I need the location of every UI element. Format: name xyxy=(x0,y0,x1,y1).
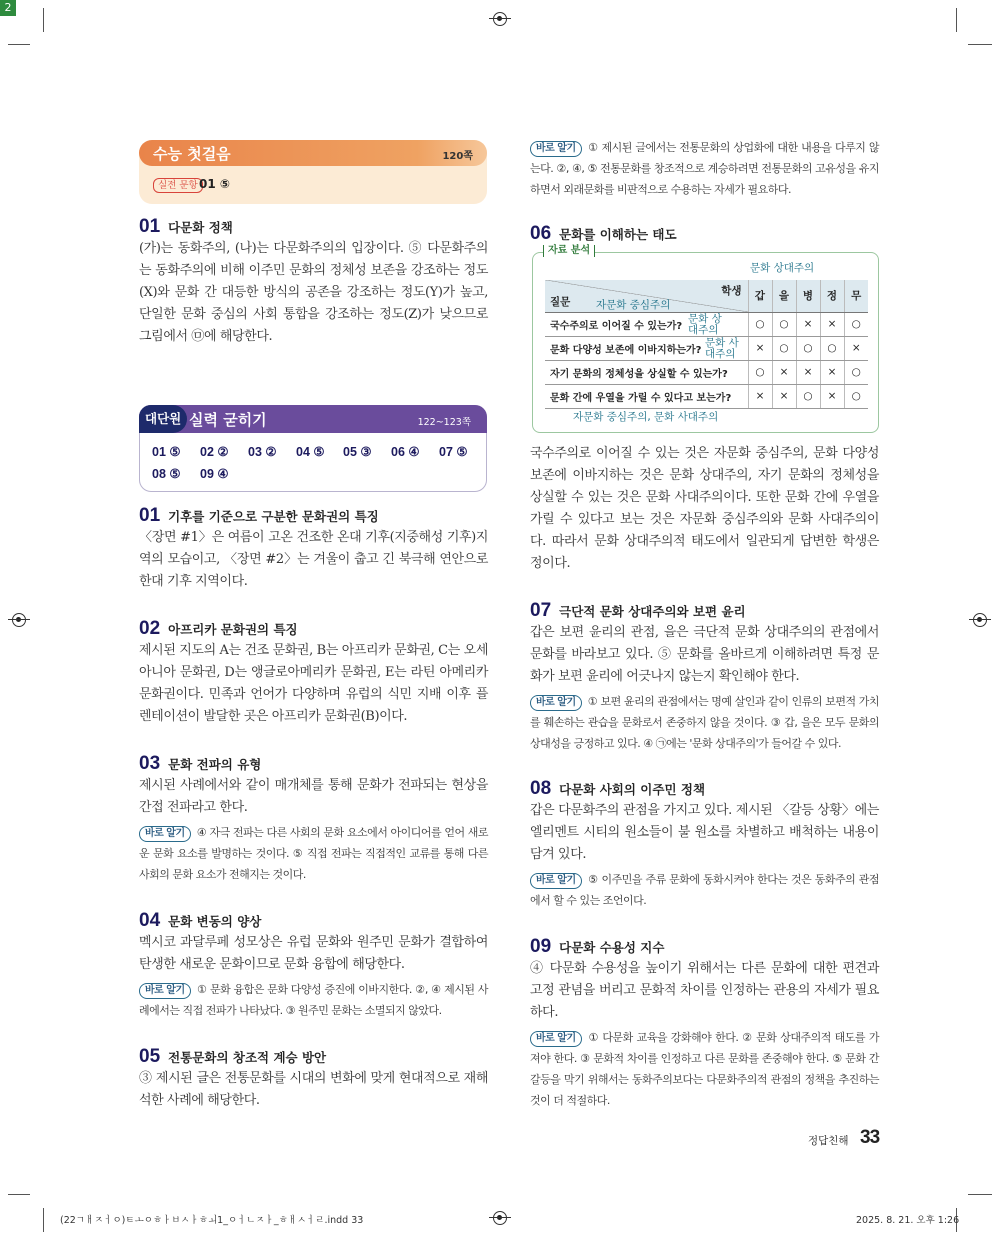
question-06-explanation xyxy=(530,443,879,575)
quick-check-note: ① 다문화 교육을 강화해야 한다. ② 문화 상대주의적 태도를 가져야 한다. ③ 문화적 차이를 인정하고 다른 문화를 존중해야 한다. ⑤ 문화 간 갈등을 막기 위해서는 동화주의보다는 다문화주의적 관점의 정책을 추진하는 것이 더 적절하다. xyxy=(530,1031,879,1107)
crop-mark xyxy=(43,1208,44,1232)
answer-item: 06 ④ xyxy=(391,445,420,459)
question-explanation: 갑은 보편 윤리의 관점, 을은 극단적 문화 상대주의의 관점에서 문화를 바라보고 있다. ⑤ 문화를 올바르게 이해하려면 특정 문화가 보편 윤리에 어긋나지 않는지 확인해야 한다. xyxy=(530,625,879,684)
question-number: 09 xyxy=(530,936,552,957)
data-analysis-label: 자료 분석 xyxy=(543,245,595,257)
crop-mark xyxy=(956,8,957,32)
unit-pages: 122~123쪽 xyxy=(417,417,471,428)
registration-mark-icon xyxy=(493,1211,507,1225)
registration-mark-icon xyxy=(12,613,26,627)
answer-item: 03 ② xyxy=(248,445,277,459)
quick-check-badge: 바로 알기 xyxy=(530,873,582,889)
student-column-header: 을 xyxy=(772,280,796,312)
table-row xyxy=(545,384,868,408)
answer-cell: × xyxy=(844,336,868,360)
crop-mark xyxy=(968,44,992,45)
page-number: 33 xyxy=(860,1127,880,1148)
question-08 xyxy=(530,778,879,911)
unit-title: 실력 굳히기 xyxy=(189,411,267,429)
question-04 xyxy=(139,910,488,1021)
quick-check-badge: 바로 알기 xyxy=(530,141,582,157)
corner-top-label: 학생 xyxy=(721,285,742,297)
answer-cell: ○ xyxy=(796,336,820,360)
answer-item: 07 ⑤ xyxy=(439,445,468,459)
quick-check-note: ⑤ 이주민을 주류 문화에 동화시켜야 한다는 것은 동화주의 관점에서 할 수 있는 조언이다. xyxy=(530,873,879,907)
question-06-header xyxy=(530,223,879,245)
answer-cell: × xyxy=(772,360,796,384)
crop-mark xyxy=(968,1194,992,1195)
print-datetime: 2025. 8. 21. 오후 1:26 xyxy=(856,1215,960,1226)
question-01 xyxy=(139,505,488,593)
footer-section-label: 정답친해 xyxy=(808,1135,849,1147)
answer-item: 09 ④ xyxy=(200,467,229,481)
question-number: 03 xyxy=(139,753,161,774)
crop-mark xyxy=(8,1194,30,1195)
question-cell: 문화 다양성 보존에 이바지하는가? xyxy=(545,336,748,360)
student-column-header: 정 xyxy=(820,280,844,312)
answer-cell: ○ xyxy=(772,312,796,336)
question-title: 다문화 사회의 이주민 정책 xyxy=(559,782,706,797)
answer-cell: ○ xyxy=(844,384,868,408)
question-explanation: 제시된 지도의 A는 건조 문화권, B는 아프리카 문화권, C는 오세아니아 문화권, D는 앵글로아메리카 문화권, E는 라틴 아메리카 문화권이다. 민족과 언어가 다양하며 유럽의 식민 지배 이후 플렌테이션이 발달한 곳은 아프리카 문화권(B)이다. xyxy=(139,643,488,724)
question-number: 06 xyxy=(530,223,552,244)
answer-cell: ○ xyxy=(820,336,844,360)
practice-tag: 실전 문항 xyxy=(153,178,203,193)
question-05 xyxy=(139,1046,488,1112)
answer-cell: ○ xyxy=(796,384,820,408)
question-05-note xyxy=(530,134,879,200)
answer-cell: ○ xyxy=(748,312,772,336)
answer-cell: × xyxy=(748,384,772,408)
answer-cell: × xyxy=(796,360,820,384)
question-03 xyxy=(139,753,488,885)
question-number: 07 xyxy=(530,600,552,621)
answer-cell: × xyxy=(796,312,820,336)
question-explanation: 멕시코 과달루페 성모상은 유럽 문화와 원주민 문화가 결합하여 탄생한 새로운 문화이므로 문화 융합에 해당한다. xyxy=(139,935,488,972)
question-number: 04 xyxy=(139,910,161,931)
answer-cell: × xyxy=(820,312,844,336)
question-01-first xyxy=(139,216,488,348)
quick-check-note: ④ 자극 전파는 다른 사회의 문화 요소에서 아이디어를 얻어 새로운 문화 요소를 발명하는 것이다. ⑤ 직접 전파는 직접적인 교류를 통해 다른 사회의 문화 요소가 전해지는 것이다. xyxy=(139,826,488,881)
answer-item: 01 ⑤ xyxy=(152,445,181,459)
annotation-label: 문화 사대주의 xyxy=(705,337,739,360)
question-explanation: 제시된 사례에서와 같이 매개체를 통해 문화가 전파되는 현상을 간접 전파라고 한다. xyxy=(139,778,488,815)
question-title: 다문화 정책 xyxy=(168,220,233,235)
first-step-answer: 01 ⑤ xyxy=(199,177,231,191)
quick-check-badge: 바로 알기 xyxy=(139,983,191,999)
quick-check-badge: 바로 알기 xyxy=(139,826,191,842)
annotation-label: 문화 상대주의 xyxy=(750,262,815,274)
print-file-name: (22ㄱㅐㅈㅓㅇ)ㅌㅗㅇㅎㅏㅂㅅㅏㅎㅚ1_ㅇㅓㄴㅈㅏ_ㅎㅐㅅㅓㄹ.indd 33 xyxy=(60,1215,364,1226)
question-number: 01 xyxy=(139,216,161,237)
question-title: 기후를 기준으로 구분한 문화권의 특징 xyxy=(168,509,379,524)
answer-cell: × xyxy=(772,384,796,408)
question-cell: 국수주의로 이어질 수 있는가? xyxy=(545,312,748,336)
registration-mark-icon xyxy=(493,12,507,26)
table-row xyxy=(545,360,868,384)
answer-cell: ○ xyxy=(748,360,772,384)
question-title: 극단적 문화 상대주의와 보편 윤리 xyxy=(559,604,746,619)
first-step-title: 수능 첫걸음 xyxy=(153,145,231,163)
question-title: 아프리카 문화권의 특징 xyxy=(168,622,298,637)
question-02 xyxy=(139,618,488,728)
quick-check-note: ① 제시된 글에서는 전통문화의 상업화에 대한 내용을 다루지 않는다. ②, ④, ⑤ 전통문화를 창조적으로 계승하려면 전통문화의 고유성을 유지하면서 외래문화를 비판적으로 수용하는 자세가 필요하다. xyxy=(530,141,879,196)
answer-cell: × xyxy=(748,336,772,360)
question-title: 다문화 수용성 지수 xyxy=(559,940,665,955)
question-explanation: 국수주의로 이어질 수 있는 것은 자문화 중심주의, 문화 다양성 보존에 이바지하는 것은 문화 상대주의, 자기 문화의 정체성을 상실할 수 있는 것은 문화 사대주의이다. 또한 문화 간에 우열을 가릴 수 있다고 보는 것은 자문화 중심주의와 문화 사대주의이다. 따라서 문화 상대주의적 태도에서 일관되게 답변한 학생은 정이다. xyxy=(530,446,879,571)
answer-item: 04 ⑤ xyxy=(296,445,325,459)
question-number: 02 xyxy=(139,618,161,639)
question-title: 문화 변동의 양상 xyxy=(168,914,262,929)
answer-cell: ○ xyxy=(844,360,868,384)
question-explanation: 갑은 다문화주의 관점을 가지고 있다. 제시된 〈갈등 상황〉에는 엘리멘트 시티의 원소들이 불 원소를 차별하고 배척하는 내용이 담겨 있다. xyxy=(530,803,879,862)
question-cell: 자기 문화의 정체성을 상실할 수 있는가? xyxy=(545,360,748,384)
question-number: 08 xyxy=(530,778,552,799)
first-step-pages: 120쪽 xyxy=(442,151,473,162)
question-number: 01 xyxy=(139,505,161,526)
answer-cell: × xyxy=(820,384,844,408)
question-title: 전통문화의 창조적 계승 방안 xyxy=(168,1050,327,1065)
answer-item: 02 ② xyxy=(200,445,229,459)
crop-mark xyxy=(43,8,44,32)
question-number: 05 xyxy=(139,1046,161,1067)
question-explanation: (가)는 동화주의, (나)는 다문화주의의 입장이다. ⑤ 다문화주의는 동화주의에 비해 이주민 문화의 정체성 보존을 강조하는 정도(X)와 문화 간 대등한 방식의 공존을 강조하는 정도(Y)가 높고, 단일한 문화 중심의 사회 통합을 강조하는 정도(Z)가 낮으므로 그림에서 ㉤에 해당한다. xyxy=(139,241,488,344)
question-explanation: 〈장면 #1〉은 여름이 고온 건조한 온대 기후(지중해성 기후)지역의 모습이고, 〈장면 #2〉는 겨울이 춥고 긴 북극해 연안으로 한대 기후 지역이다. xyxy=(139,530,488,589)
question-explanation: ③ 제시된 글은 전통문화를 시대의 변화에 맞게 현대적으로 재해석한 사례에 해당한다. xyxy=(139,1071,488,1108)
annotation-label: 자문화 중심주의, 문화 사대주의 xyxy=(573,411,719,423)
quick-check-badge: 바로 알기 xyxy=(530,695,582,711)
student-column-header: 병 xyxy=(796,280,820,312)
question-explanation: ④ 다문화 수용성을 높이기 위해서는 다른 문화에 대한 편견과 고정 관념을 버리고 문화적 차이를 인정하는 관용의 자세가 필요하다. xyxy=(530,961,879,1020)
question-cell: 문화 간에 우열을 가릴 수 있다고 보는가? xyxy=(545,384,748,408)
quick-check-badge: 바로 알기 xyxy=(530,1031,582,1047)
question-09 xyxy=(530,936,879,1111)
answer-cell: × xyxy=(820,360,844,384)
first-step-header xyxy=(139,140,487,204)
student-column-header: 갑 xyxy=(748,280,772,312)
answer-cell: ○ xyxy=(772,336,796,360)
quick-check-note: ① 보편 윤리의 관점에서는 명예 살인과 같이 인류의 보편적 가치를 훼손하는 관습을 문화로서 존중하지 않을 것이다. ③ 갑, 을은 모두 문화의 상대성을 긍정하고 있다. ④ ㉠에는 '문화 상대주의'가 들어갈 수 있다. xyxy=(530,695,879,750)
question-title: 문화 전파의 유형 xyxy=(168,757,262,772)
student-column-header: 무 xyxy=(844,280,868,312)
registration-mark-icon xyxy=(973,613,987,627)
annotation-label: 자문화 중심주의 xyxy=(596,299,671,311)
unit-tag: 대단원 xyxy=(139,405,187,433)
answer-item: 05 ③ xyxy=(343,445,372,459)
crop-mark xyxy=(8,44,30,45)
quick-check-note: ① 문화 융합은 문화 다양성 증진에 이바지한다. ②, ④ 제시된 사례에서는 직접 전파가 나타났다. ③ 원주민 문화는 소멸되지 않았다. xyxy=(139,983,488,1017)
annotation-label: 문화 상대주의 xyxy=(688,313,722,336)
answer-item: 08 ⑤ xyxy=(152,467,181,481)
corner-bottom-label: 질문 xyxy=(550,295,571,308)
answer-cell: ○ xyxy=(844,312,868,336)
question-title: 문화를 이해하는 태도 xyxy=(559,227,677,242)
page-marker: 2 xyxy=(0,0,16,16)
question-07 xyxy=(530,600,879,754)
